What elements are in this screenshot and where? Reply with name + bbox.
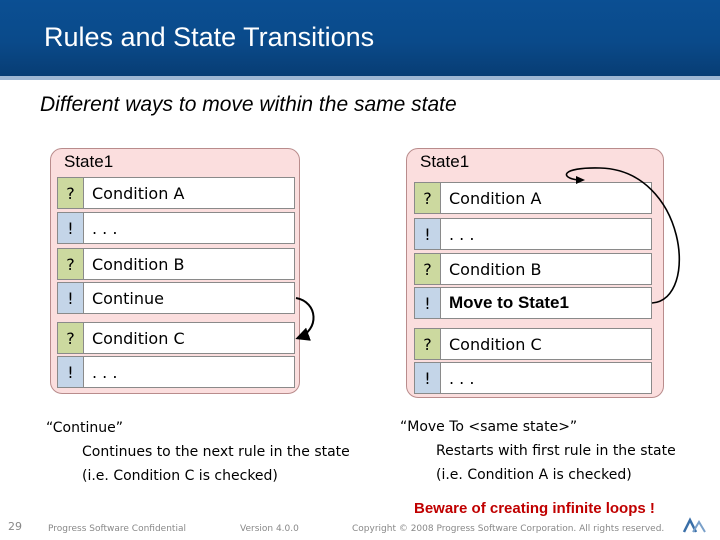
rule-text: . . . [449, 368, 475, 388]
condition-marker: ? [415, 183, 441, 213]
rule-text: Condition A [92, 183, 185, 203]
left-note-line2: (i.e. Condition C is checked) [82, 468, 278, 484]
slide-number: 29 [8, 520, 22, 533]
rule-text: Condition B [449, 259, 542, 279]
rule-text: Condition A [449, 188, 542, 208]
left-rule-condition-c [57, 322, 295, 354]
left-rule-condition-a [57, 177, 295, 209]
action-marker: ! [415, 288, 441, 318]
rule-text: Condition C [449, 334, 542, 354]
rule-text: Continue [92, 288, 164, 308]
rule-text: Condition C [92, 328, 185, 348]
rule-text: Move to State1 [449, 293, 569, 312]
action-marker: ! [58, 213, 84, 243]
left-note-line1: Continues to the next rule in the state [82, 444, 350, 460]
page-subtitle: Different ways to move within the same state [40, 93, 457, 116]
rule-text: Condition B [92, 254, 185, 274]
right-rule-condition-b [414, 253, 652, 285]
footer-version: Version 4.0.0 [240, 524, 299, 534]
page-title: Rules and State Transitions [44, 22, 375, 52]
rule-text: . . . [449, 224, 475, 244]
right-rule-condition-a [414, 182, 652, 214]
condition-marker: ? [415, 254, 441, 284]
action-marker: ! [415, 219, 441, 249]
action-marker: ! [58, 357, 84, 387]
action-marker: ! [58, 283, 84, 313]
company-logo-icon [680, 516, 714, 538]
footer-copyright: Copyright © 2008 Progress Software Corporation. All rights reserved. [352, 524, 665, 534]
left-state-label: State1 [64, 152, 114, 171]
right-note-line2: (i.e. Condition A is checked) [436, 467, 632, 483]
title-bar-band [0, 76, 720, 80]
action-marker: ! [415, 363, 441, 393]
right-note-line1: Restarts with first rule in the state [436, 443, 676, 459]
left-note-heading: “Continue” [46, 420, 123, 436]
left-rule-action-3 [57, 356, 295, 388]
right-note-heading: “Move To <same state>” [400, 419, 578, 435]
condition-marker: ? [58, 323, 84, 353]
right-state-label: State1 [420, 152, 470, 171]
condition-marker: ? [58, 178, 84, 208]
rule-text: . . . [92, 362, 118, 382]
condition-marker: ? [415, 329, 441, 359]
right-rule-condition-c [414, 328, 652, 360]
right-rule-action-3 [414, 362, 652, 394]
rule-text: . . . [92, 218, 118, 238]
left-rule-condition-b [57, 248, 295, 280]
warning-text: Beware of creating infinite loops ! [414, 500, 655, 517]
footer-confidential: Progress Software Confidential [48, 524, 186, 534]
right-rule-action-1 [414, 218, 652, 250]
condition-marker: ? [58, 249, 84, 279]
right-rule-action-move [414, 287, 652, 319]
left-rule-action-1 [57, 212, 295, 244]
left-rule-action-continue [57, 282, 295, 314]
